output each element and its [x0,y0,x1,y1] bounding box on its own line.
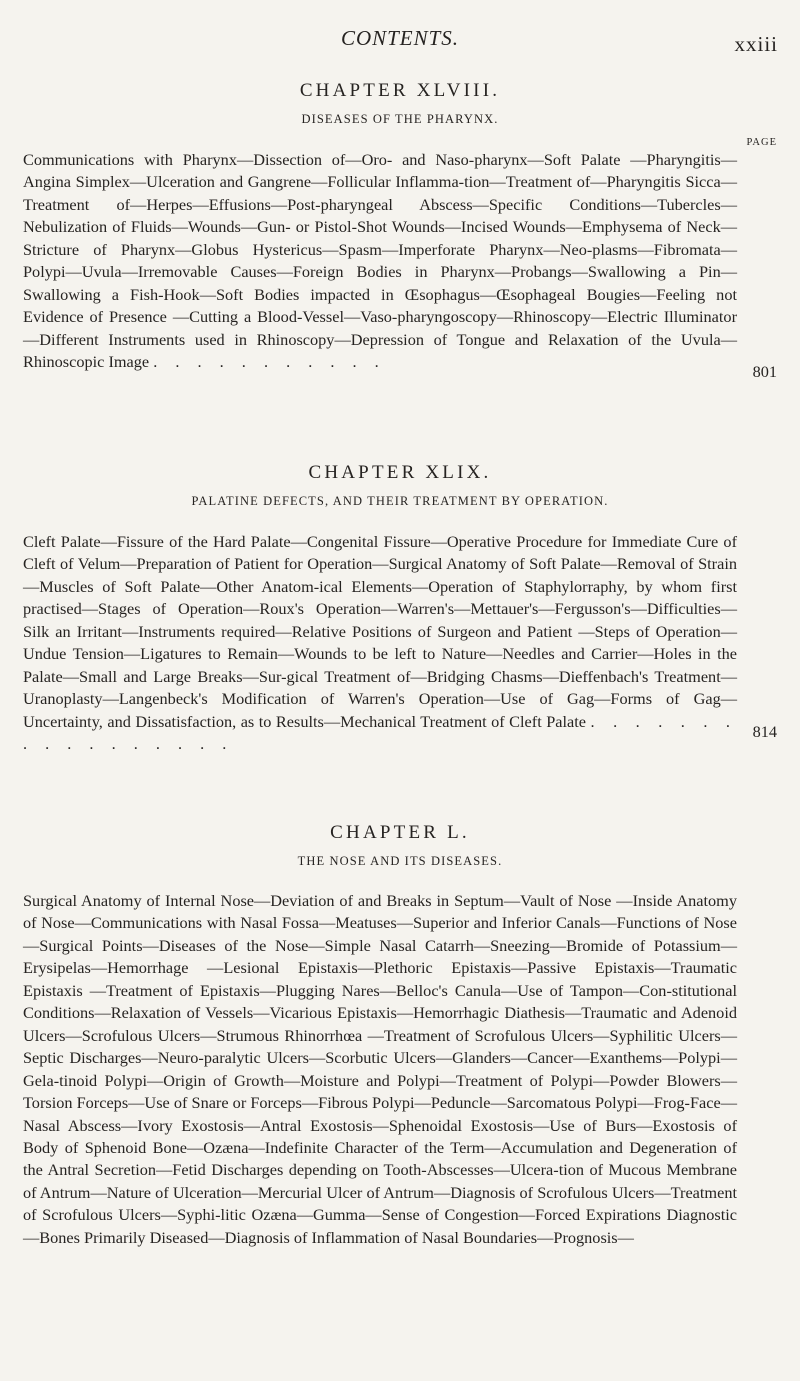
chapter-subtitle: PALATINE DEFECTS, AND THEIR TREATMENT BY OPERATION. [191,494,609,508]
dot-leaders: . . . . . . . . . . . . . . . . . [23,711,737,754]
chapter-title: CHAPTER XLVIII. [299,80,501,101]
page-folio: xxiii [734,32,778,56]
chapter-49 [0,462,800,509]
contents-text: Cleft Palate—Fissure of the Hard Palate—Congenital Fissure—Operative Procedure for Immediate Cure of Cleft of Velum—Preparation of Patient for Operation—Surgical Anatomy of Soft Palate—Removal of Strain—Muscles of Soft Palate—Other Anatom-ical Elements—Operation of Staphylorraphy, by whom first practised—Stages of Operation—Roux's Operation—Warren's—Mettauer's—Fergusson's—Difficulties—Silk an Irritant—Instruments required—Relative Positions of Surgeon and Patient —Steps of Operation—Undue Tension—Ligatures to Remain—Wounds to be left to Nature—Needles and Carrier—Holes in the Palate—Small and Large Breaks—Sur-gical Treatment of—Bridging Chasms—Dieffenbach's Treatment—Uranoplasty—Langenbeck's Modification of Warren's Operation—Use of Gag—Forms of Gag—Uncertainty, and Dissatisfaction, as to Results—Mechanical Treatment of Cleft Palate [23,532,737,731]
chapter-48 [0,80,800,127]
chapter-48-contents [23,149,737,374]
chapter-subtitle: THE NOSE AND ITS DISEASES. [297,854,503,868]
chapter-subtitle: DISEASES OF THE PHARYNX. [301,112,499,126]
running-title: CONTENTS. [340,26,460,50]
contents-text: Communications with Pharynx—Dissection of—Oro- and Naso-pharynx—Soft Palate —Pharyngitis—Angina Simplex—Ulceration and Gangrene—Follicular Inflamma-tion—Treatment of—Pharyngitis Sicca—Treatment of—Herpes—Effusions—Post-pharyngeal Abscess—Specific Conditions—Tubercles—Nebulization of Fluids—Wounds—Gun- or Pistol-Shot Wounds—Incised Wounds—Emphysema of Neck—Stricture of Pharynx—Globus Hystericus—Spasm—Imperforate Pharynx—Neo-plasms—Fibromata—Polypi—Uvula—Irremovable Causes—Foreign Bodies in Pharynx—Probangs—Swallowing a Pin—Swallowing a Fish-Hook—Soft Bodies impacted in Œsophagus—Œsophageal Bougies—Feeling not Evidence of Presence —Cutting a Blood-Vessel—Vaso-pharyngoscopy—Rhinoscopy—Electric Illuminator —Different Instruments used in Rhinoscopy—Depression of Tongue and Relaxation of the Uvula—Rhinoscopic Image [23,150,737,372]
contents-text: Surgical Anatomy of Internal Nose—Deviation of and Breaks in Septum—Vault of Nose —Inside Anatomy of Nose—Communications with Nasal Fossa—Meatuses—Superior and Inferior Canals—Functions of Nose—Surgical Points—Diseases of the Nose—Simple Nasal Catarrh—Sneezing—Bromide of Potassium—Erysipelas—Hemorrhage —Lesional Epistaxis—Plethoric Epistaxis—Passive Epistaxis—Traumatic Epistaxis —Treatment of Epistaxis—Plugging Nares—Belloc's Canula—Use of Tampon—Con-stitutional Conditions—Relaxation of Vessels—Vicarious Epistaxis—Hemorrhagic Diathesis—Traumatic and Adenoid Ulcers—Scrofulous Ulcers—Strumous Rhinorrhœa —Treatment of Scrofulous Ulcers—Syphilitic Ulcers—Septic Discharges—Neuro-paralytic Ulcers—Scorbutic Ulcers—Glanders—Cancer—Exanthems—Polypi—Gela-tinoid Polypi—Origin of Growth—Moisture and Polypi—Treatment of Polypi—Powder Blowers—Torsion Forceps—Use of Snare or Forceps—Fibrous Polypi—Peduncle—Sarcomatous Polypi—Frog-Face—Nasal Abscess—Ivory Exostosis—Antral Exostosis—Sphenoidal Exostosis—Use of Burs—Exostosis of Body of Sphenoid Bone—Ozæna—Indefinite Character of the Term—Accumulation and Degeneration of the Antral Secretion—Fetid Discharges depending on Tooth-Abscesses—Ulcera-tion of Mucous Membrane of Antrum—Nature of Ulceration—Mercurial Ulcer of Antrum—Diagnosis of Scrofulous Ulcers—Treatment of Scrofulous Ulcers—Syphi-litic Ozæna—Gumma—Sense of Congestion—Forced Expirations Diagnostic—Bones Primarily Diseased—Diagnosis of Inflammation of Nasal Boundaries—Prognosis— [23,891,737,1247]
page-number: 801 [752,362,777,381]
page-number: 814 [752,722,777,741]
dot-leaders: . . . . . . . . . . . [153,352,386,372]
page-column-label: PAGE [746,137,777,148]
chapter-title: CHAPTER L. [330,822,470,843]
running-header [0,26,800,56]
chapter-49-contents [23,531,737,756]
chapter-50-contents [23,890,737,1249]
chapter-title: CHAPTER XLIX. [308,462,492,483]
chapter-50 [0,822,800,869]
